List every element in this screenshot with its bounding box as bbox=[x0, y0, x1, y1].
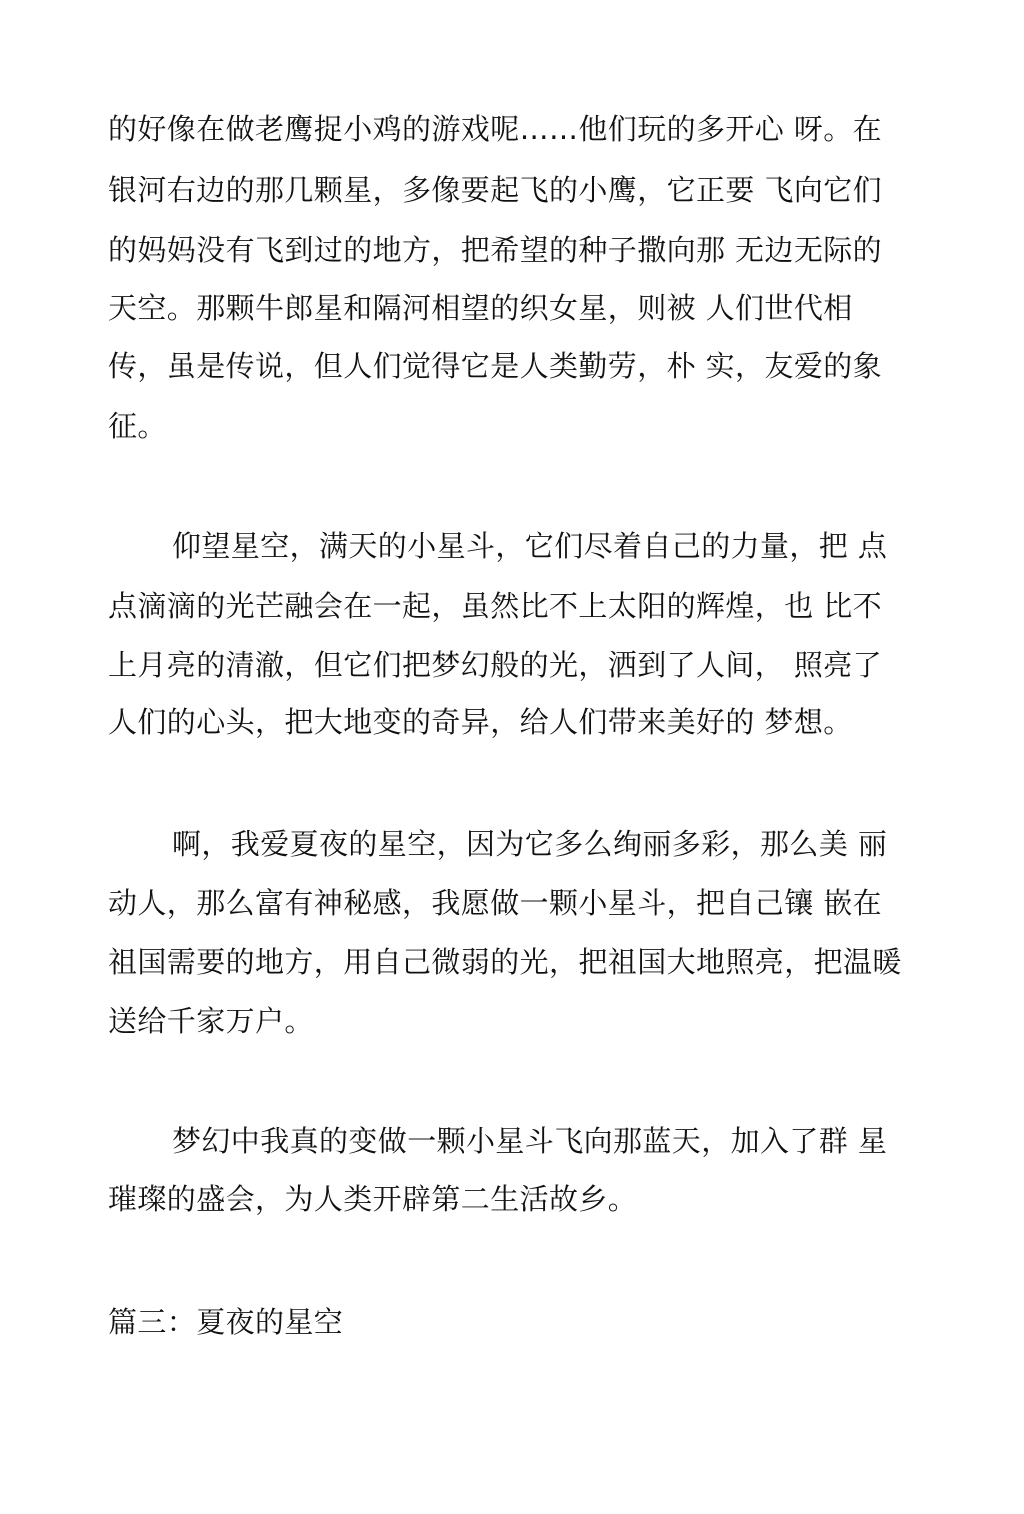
paragraph-3-line-4: 送给千家万户。 bbox=[108, 1004, 314, 1038]
paragraph-1-line-6: 征。 bbox=[108, 409, 167, 443]
paragraph-4-line-1: 梦幻中我真的变做一颗小星斗飞向那蓝天，加入了群 星 bbox=[172, 1124, 888, 1158]
paragraph-2-line-3: 上月亮的清澈，但它们把梦幻般的光，洒到了人间， 照亮了 bbox=[108, 648, 883, 682]
paragraph-4-line-2: 璀璨的盛会，为人类开辟第二生活故乡。 bbox=[108, 1182, 638, 1216]
paragraph-3-line-2: 动人，那么富有神秘感，我愿做一颗小星斗，把自己镶 嵌在 bbox=[108, 886, 883, 920]
paragraph-2-line-2: 点滴滴的光芒融会在一起，虽然比不上太阳的辉煌，也 比不 bbox=[108, 589, 883, 623]
paragraph-1-line-4: 天空。那颗牛郎星和隔河相望的织女星，则被 人们世代相 bbox=[108, 291, 853, 325]
section-heading: 篇三：夏夜的星空 bbox=[108, 1305, 344, 1339]
paragraph-1-line-1: 的好像在做老鹰捉小鸡的游戏呢……他们玩的多开心 呀。在 bbox=[108, 112, 883, 146]
paragraph-3-line-3: 祖国需要的地方，用自己微弱的光，把祖国大地照亮，把温暖 bbox=[108, 945, 902, 979]
paragraph-1-line-5: 传，虽是传说，但人们觉得它是人类勤劳，朴 实，友爱的象 bbox=[108, 349, 883, 383]
paragraph-1-line-3: 的妈妈没有飞到过的地方，把希望的种子撒向那 无边无际的 bbox=[108, 233, 883, 267]
paragraph-2-line-1: 仰望星空，满天的小星斗，它们尽着自己的力量，把 点 bbox=[172, 529, 888, 563]
paragraph-3-line-1: 啊，我爱夏夜的星空，因为它多么绚丽多彩，那么美 丽 bbox=[172, 827, 888, 861]
paragraph-2-line-4: 人们的心头，把大地变的奇异，给人们带来美好的 梦想。 bbox=[108, 705, 853, 739]
paragraph-1-line-2: 银河右边的那几颗星，多像要起飞的小鹰，它正要 飞向它们 bbox=[108, 173, 883, 207]
